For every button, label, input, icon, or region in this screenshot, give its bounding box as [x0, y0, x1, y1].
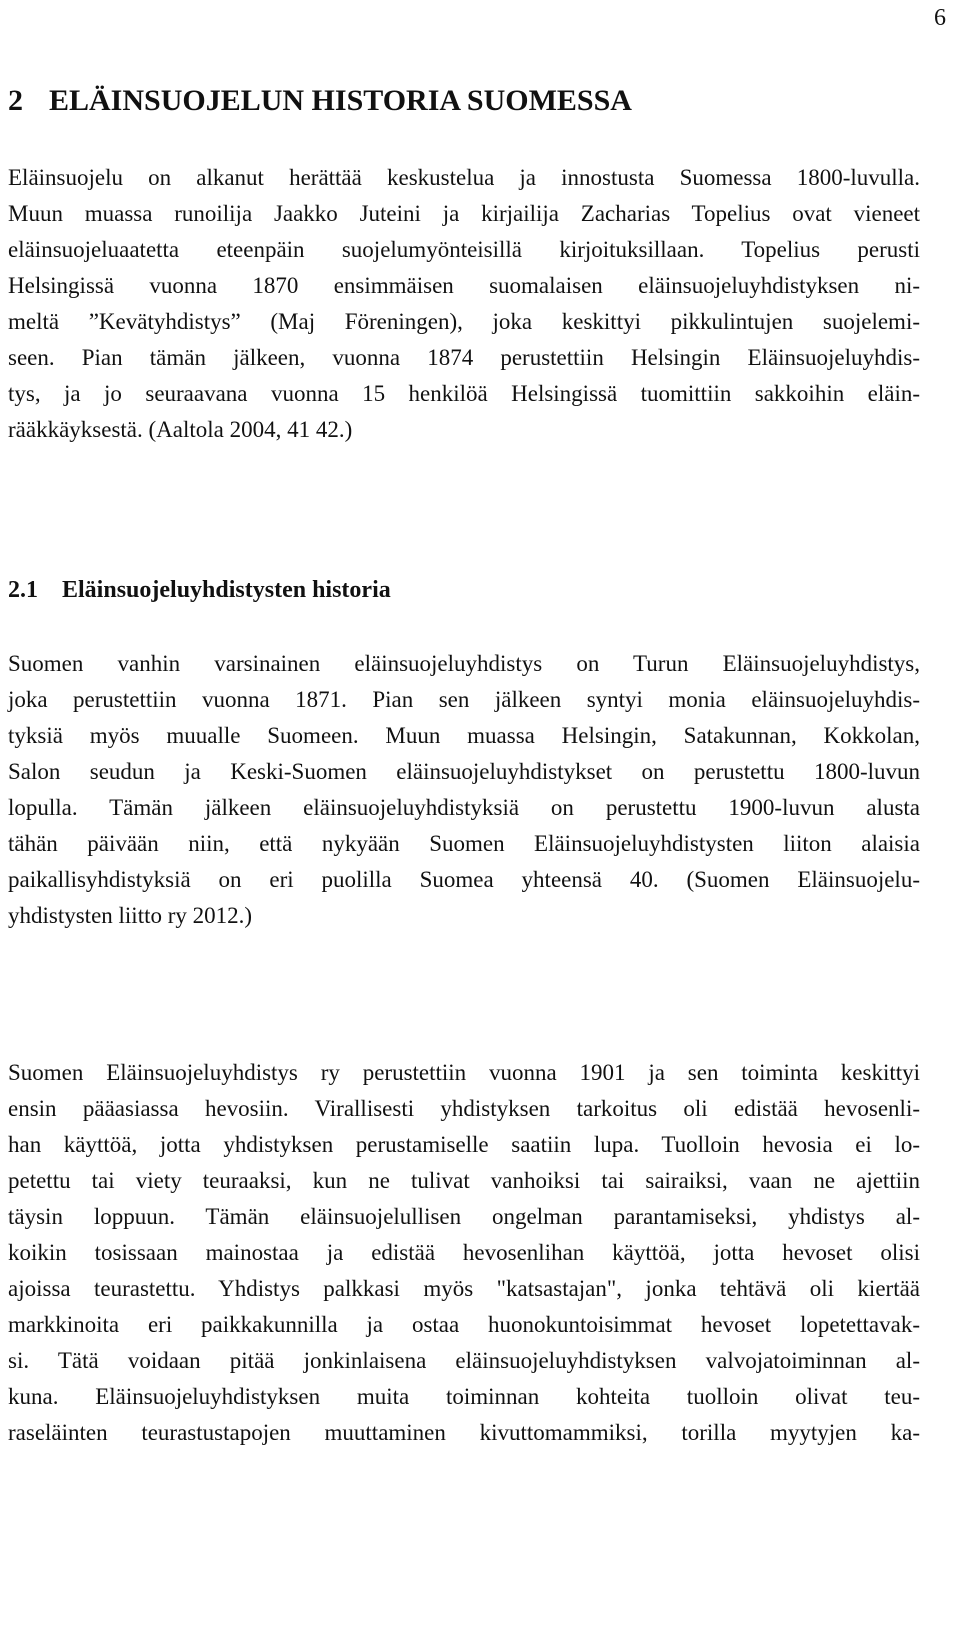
text-line: petettu tai viety teuraaksi, kun ne tulivat vanhoiksi tai sairaiksi, vaan ne ajettiin: [8, 1168, 920, 1193]
text-line: joka perustettiin vuonna 1871. Pian sen jälkeen syntyi monia eläinsuojeluyhdis-: [8, 687, 920, 712]
text-line: raseläinten teurastustapojen muuttaminen kivuttomammiksi, torilla myytyjen ka-: [8, 1420, 920, 1445]
paragraph-history: [8, 646, 920, 934]
paragraph-association: [8, 1055, 920, 1451]
section-number: 2.1: [8, 577, 38, 603]
text-line: tys, ja jo seuraavana vuonna 15 henkilöä Helsingissä tuomittiin sakkoihin eläin-: [8, 381, 920, 406]
text-line: täysin loppuun. Tämän eläinsuojelullisen ongelman parantamiseksi, yhdistys al-: [8, 1204, 920, 1229]
text-line: yhdistysten liitto ry 2012.): [8, 903, 253, 928]
text-line: ensin pääasiassa hevosiin. Virallisesti yhdistyksen tarkoitus oli edistää hevosenli-: [8, 1096, 920, 1121]
text-line: Suomen Eläinsuojeluyhdistys ry perustettiin vuonna 1901 ja sen toiminta keskittyi: [8, 1060, 920, 1085]
text-line: Salon seudun ja Keski-Suomen eläinsuojeluyhdistykset on perustettu 1800-luvun: [8, 759, 920, 784]
page-number: 6: [934, 5, 946, 31]
chapter-title: ELÄINSUOJELUN HISTORIA SUOMESSA: [49, 84, 632, 117]
text-line: Helsingissä vuonna 1870 ensimmäisen suomalaisen eläinsuojeluyhdistyksen ni-: [8, 273, 920, 298]
section-title: Eläinsuojeluyhdistysten historia: [62, 577, 391, 603]
text-line: markkinoita eri paikkakunnilla ja ostaa huonokuntoisimmat hevoset lopetettavak-: [8, 1312, 920, 1337]
text-line: seen. Pian tämän jälkeen, vuonna 1874 perustettiin Helsingin Eläinsuojeluyhdis-: [8, 345, 920, 370]
text-line: han käyttöä, jotta yhdistyksen perustamiselle saatiin lupa. Tuolloin hevosia ei lo-: [8, 1132, 920, 1157]
chapter-heading: [8, 82, 632, 120]
text-line: kuna. Eläinsuojeluyhdistyksen muita toiminnan kohteita tuolloin olivat teu-: [8, 1384, 920, 1409]
section-heading: [8, 575, 391, 605]
text-line: Muun muassa runoilija Jaakko Juteini ja kirjailija Zacharias Topelius ovat vieneet: [8, 201, 920, 226]
text-line: eläinsuojeluaatetta eteenpäin suojelumyönteisillä kirjoituksillaan. Topelius perusti: [8, 237, 920, 262]
text-line: tähän päivään niin, että nykyään Suomen Eläinsuojeluyhdistysten liiton alaisia: [8, 831, 920, 856]
chapter-number: 2: [8, 84, 23, 117]
text-line: meltä ”Kevätyhdistys” (Maj Föreningen), joka keskittyi pikkulintujen suojelemi-: [8, 309, 920, 334]
text-line: koikin tosissaan mainostaa ja edistää hevosenlihan käyttöä, jotta hevoset olisi: [8, 1240, 920, 1265]
text-line: paikallisyhdistyksiä on eri puolilla Suomea yhteensä 40. (Suomen Eläinsuojelu-: [8, 867, 920, 892]
text-line: Suomen vanhin varsinainen eläinsuojeluyhdistys on Turun Eläinsuojeluyhdistys,: [8, 651, 920, 676]
text-line: lopulla. Tämän jälkeen eläinsuojeluyhdistyksiä on perustettu 1900-luvun alusta: [8, 795, 920, 820]
text-line: ajoissa teurastettu. Yhdistys palkkasi myös "katsastajan", jonka tehtävä oli kiertää: [8, 1276, 920, 1301]
text-line: rääkkäyksestä. (Aaltola 2004, 41 42.): [8, 417, 353, 442]
text-line: si. Tätä voidaan pitää jonkinlaisena eläinsuojeluyhdistyksen valvojatoiminnan al-: [8, 1348, 920, 1373]
text-line: tyksiä myös muualle Suomeen. Muun muassa Helsingin, Satakunnan, Kokkolan,: [8, 723, 920, 748]
text-line: Eläinsuojelu on alkanut herättää keskustelua ja innostusta Suomessa 1800-luvulla.: [8, 165, 920, 190]
paragraph-intro: [8, 160, 920, 448]
